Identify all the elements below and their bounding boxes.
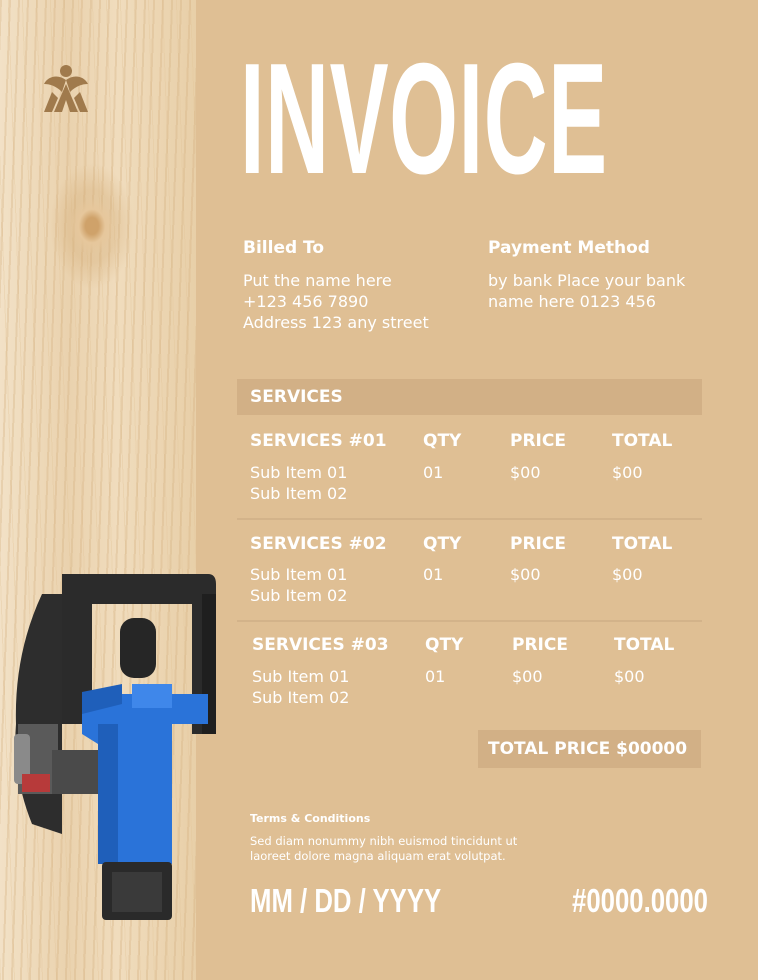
billed-to-name: Put the name here	[243, 271, 392, 290]
payment-method-line-2: name here 0123 456	[488, 292, 656, 311]
service-row-3-price-header: PRICE	[512, 635, 568, 655]
payment-method-line-1: by bank Place your bank	[488, 271, 686, 290]
total-price-box	[478, 730, 701, 768]
payment-method-heading: Payment Method	[488, 238, 650, 258]
service-row-2-qty-header: QTY	[423, 534, 462, 554]
row-divider	[237, 620, 702, 622]
service-row-3-sub-item-1: Sub Item 01	[252, 667, 350, 686]
service-row-2-total: $00	[612, 565, 643, 584]
service-row-3-qty: 01	[425, 667, 446, 686]
invoice-number: #0000.0000	[572, 882, 709, 919]
service-row-1-qty: 01	[423, 463, 444, 482]
service-row-3-price: $00	[512, 667, 543, 686]
billed-to-address: Address 123 any street	[243, 313, 429, 332]
service-row-1-sub-item-2: Sub Item 02	[250, 484, 348, 503]
service-row-2-price-header: PRICE	[510, 534, 566, 554]
terms-title: Terms & Conditions	[250, 812, 371, 825]
service-row-1-sub-item-1: Sub Item 01	[250, 463, 348, 482]
angel-logo-icon	[40, 62, 92, 114]
service-row-3-name: SERVICES #03	[252, 635, 389, 655]
service-row-2-total-header: TOTAL	[612, 534, 673, 554]
service-row-3-total-header: TOTAL	[614, 635, 675, 655]
service-row-1-price: $00	[510, 463, 541, 482]
service-row-2-price: $00	[510, 565, 541, 584]
service-row-1-qty-header: QTY	[423, 431, 462, 451]
service-row-2-qty: 01	[423, 565, 444, 584]
service-row-3-total: $00	[614, 667, 645, 686]
invoice-title: INVOICE	[240, 31, 608, 207]
services-section-label: SERVICES	[250, 387, 343, 407]
service-row-1-name: SERVICES #01	[250, 431, 387, 451]
row-divider	[237, 518, 702, 520]
invoice-date: MM / DD / YYYY	[250, 882, 442, 919]
service-row-1-total-header: TOTAL	[612, 431, 673, 451]
service-row-3-sub-item-2: Sub Item 02	[252, 688, 350, 707]
billed-to-phone: +123 456 7890	[243, 292, 369, 311]
service-row-2-sub-item-1: Sub Item 01	[250, 565, 348, 584]
service-row-1-price-header: PRICE	[510, 431, 566, 451]
terms-text: Sed diam nonummy nibh euismod tincidunt ut laoreet dolore magna aliquam erat volutpat.	[250, 834, 518, 863]
service-row-2-name: SERVICES #02	[250, 534, 387, 554]
service-row-1-total: $00	[612, 463, 643, 482]
billed-to-heading: Billed To	[243, 238, 325, 258]
total-price: TOTAL PRICE $00000	[488, 739, 688, 759]
service-row-2-sub-item-2: Sub Item 02	[250, 586, 348, 605]
service-row-3-qty-header: QTY	[425, 635, 464, 655]
circular-saw-image	[12, 574, 218, 924]
services-section-bar	[237, 379, 702, 415]
